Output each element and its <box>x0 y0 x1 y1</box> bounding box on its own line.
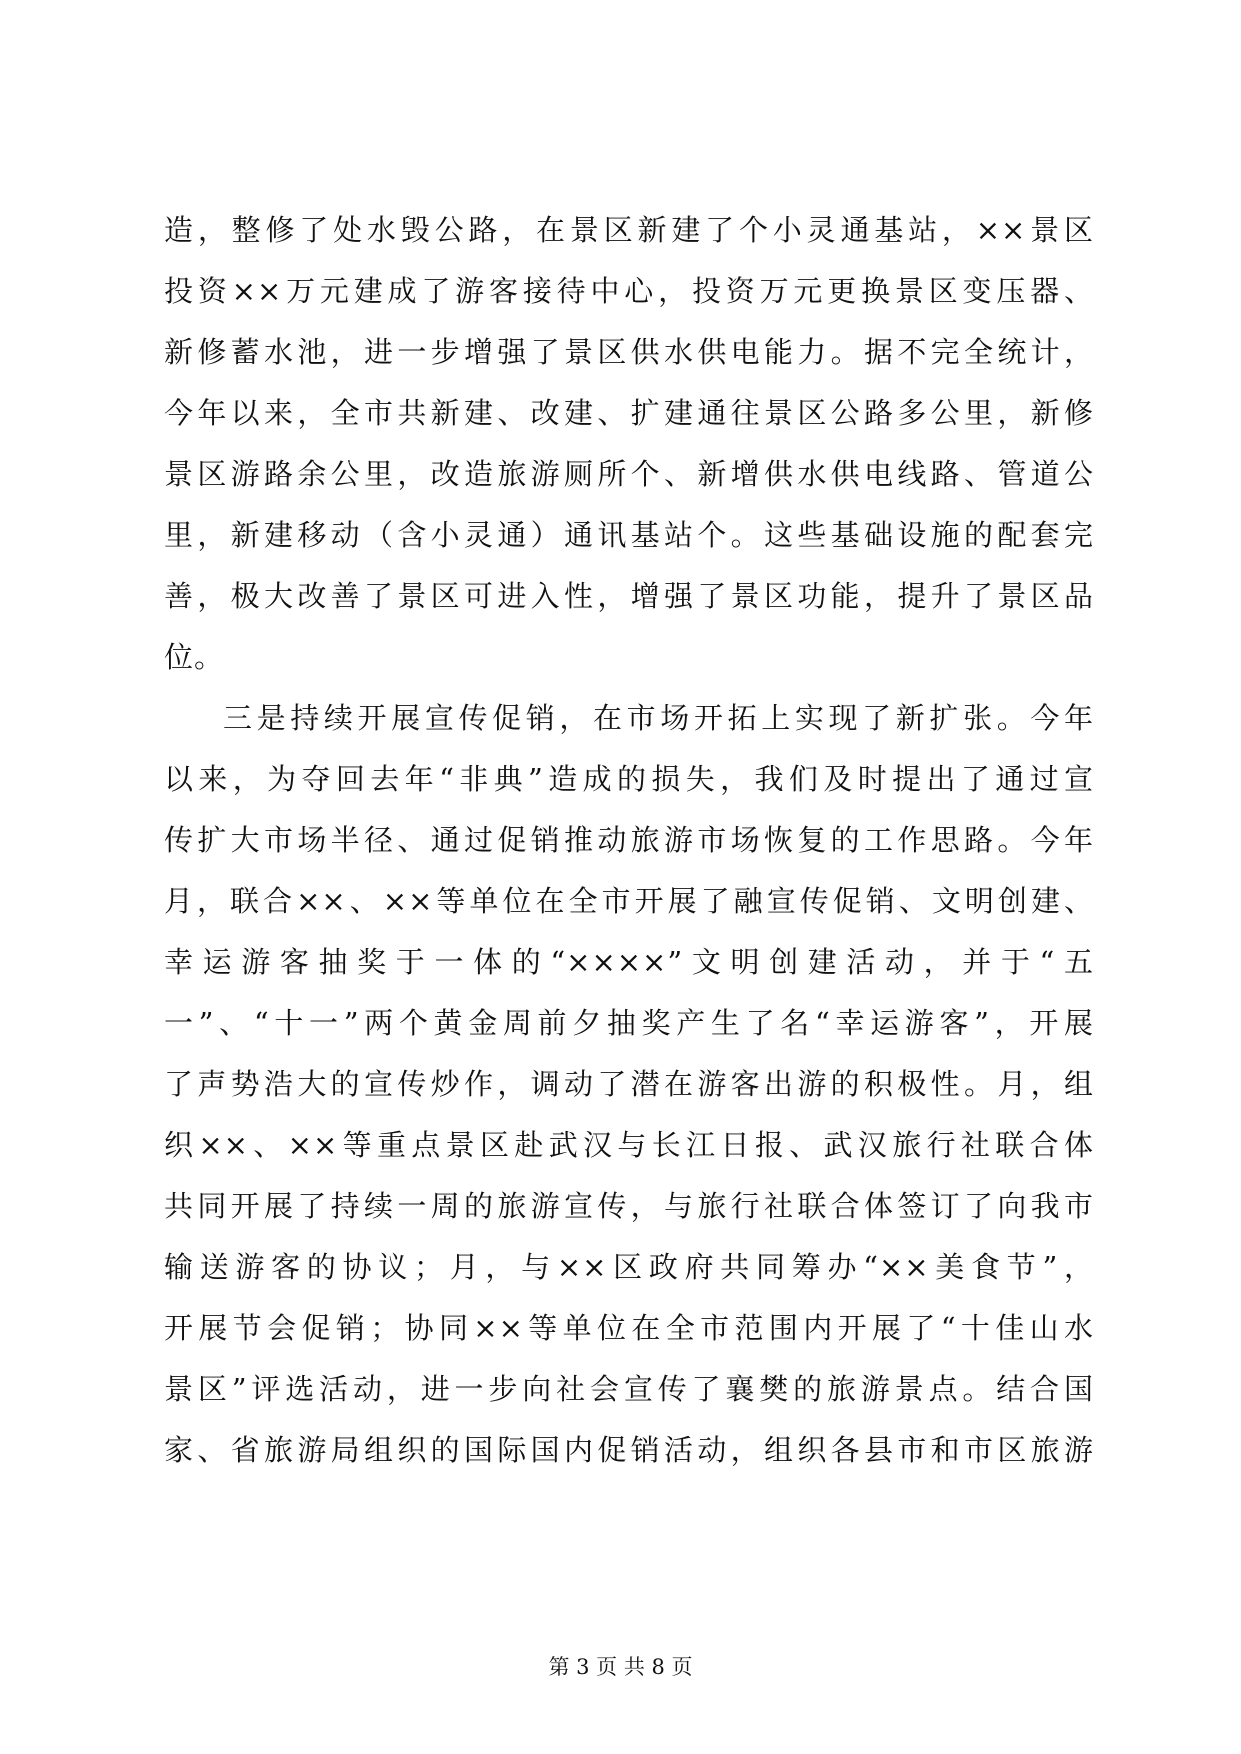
text-line: 景区游路余公里，改造旅游厕所个、新增供水供电线路、管道公 <box>164 457 1094 491</box>
text-line: 幸运游客抽奖于一体的“××××”文明创建活动，并于“五 <box>164 945 1094 979</box>
text-line: 位。 <box>164 640 225 674</box>
text-line: 输送游客的协议；月，与××区政府共同筹办“××美食节”， <box>164 1250 1094 1284</box>
text-line: 造，整修了处水毁公路，在景区新建了个小灵通基站，××景区 <box>164 213 1094 247</box>
paragraph-infrastructure <box>164 200 1094 688</box>
text-line: 共同开展了持续一周的旅游宣传，与旅行社联合体签订了向我市 <box>164 1189 1094 1223</box>
text-line: 家、省旅游局组织的国际国内促销活动，组织各县市和市区旅游 <box>164 1433 1094 1467</box>
text-line: 月，联合××、××等单位在全市开展了融宣传促销、文明创建、 <box>164 884 1094 918</box>
text-line: 三是持续开展宣传促销，在市场开拓上实现了新扩张。今年 <box>223 701 1094 735</box>
text-line: 新修蓄水池，进一步增强了景区供水供电能力。据不完全统计， <box>164 335 1094 369</box>
text-line: 投资××万元建成了游客接待中心，投资万元更换景区变压器、 <box>164 274 1094 308</box>
text-line: 传扩大市场半径、通过促销推动旅游市场恢复的工作思路。今年 <box>164 823 1094 857</box>
document-body <box>164 200 1094 1481</box>
text-line: 开展节会促销；协同××等单位在全市范围内开展了“十佳山水 <box>164 1311 1094 1345</box>
text-line: 以来，为夺回去年“非典”造成的损失，我们及时提出了通过宣 <box>164 762 1094 796</box>
page-footer <box>0 1652 1241 1682</box>
text-line: 一”、“十一”两个黄金周前夕抽奖产生了名“幸运游客”，开展 <box>164 1006 1094 1040</box>
text-line: 景区”评选活动，进一步向社会宣传了襄樊的旅游景点。结合国 <box>164 1372 1094 1406</box>
text-line: 织××、××等重点景区赴武汉与长江日报、武汉旅行社联合体 <box>164 1128 1094 1162</box>
paragraph-promotion <box>164 688 1094 1481</box>
page-number: 第 3 页 共 8 页 <box>548 1655 693 1679</box>
text-line: 今年以来，全市共新建、改建、扩建通往景区公路多公里，新修 <box>164 396 1094 430</box>
text-line: 善，极大改善了景区可进入性，增强了景区功能，提升了景区品 <box>164 579 1094 613</box>
text-line: 里，新建移动（含小灵通）通讯基站个。这些基础设施的配套完 <box>164 518 1094 552</box>
text-line: 了声势浩大的宣传炒作，调动了潜在游客出游的积极性。月，组 <box>164 1067 1094 1101</box>
